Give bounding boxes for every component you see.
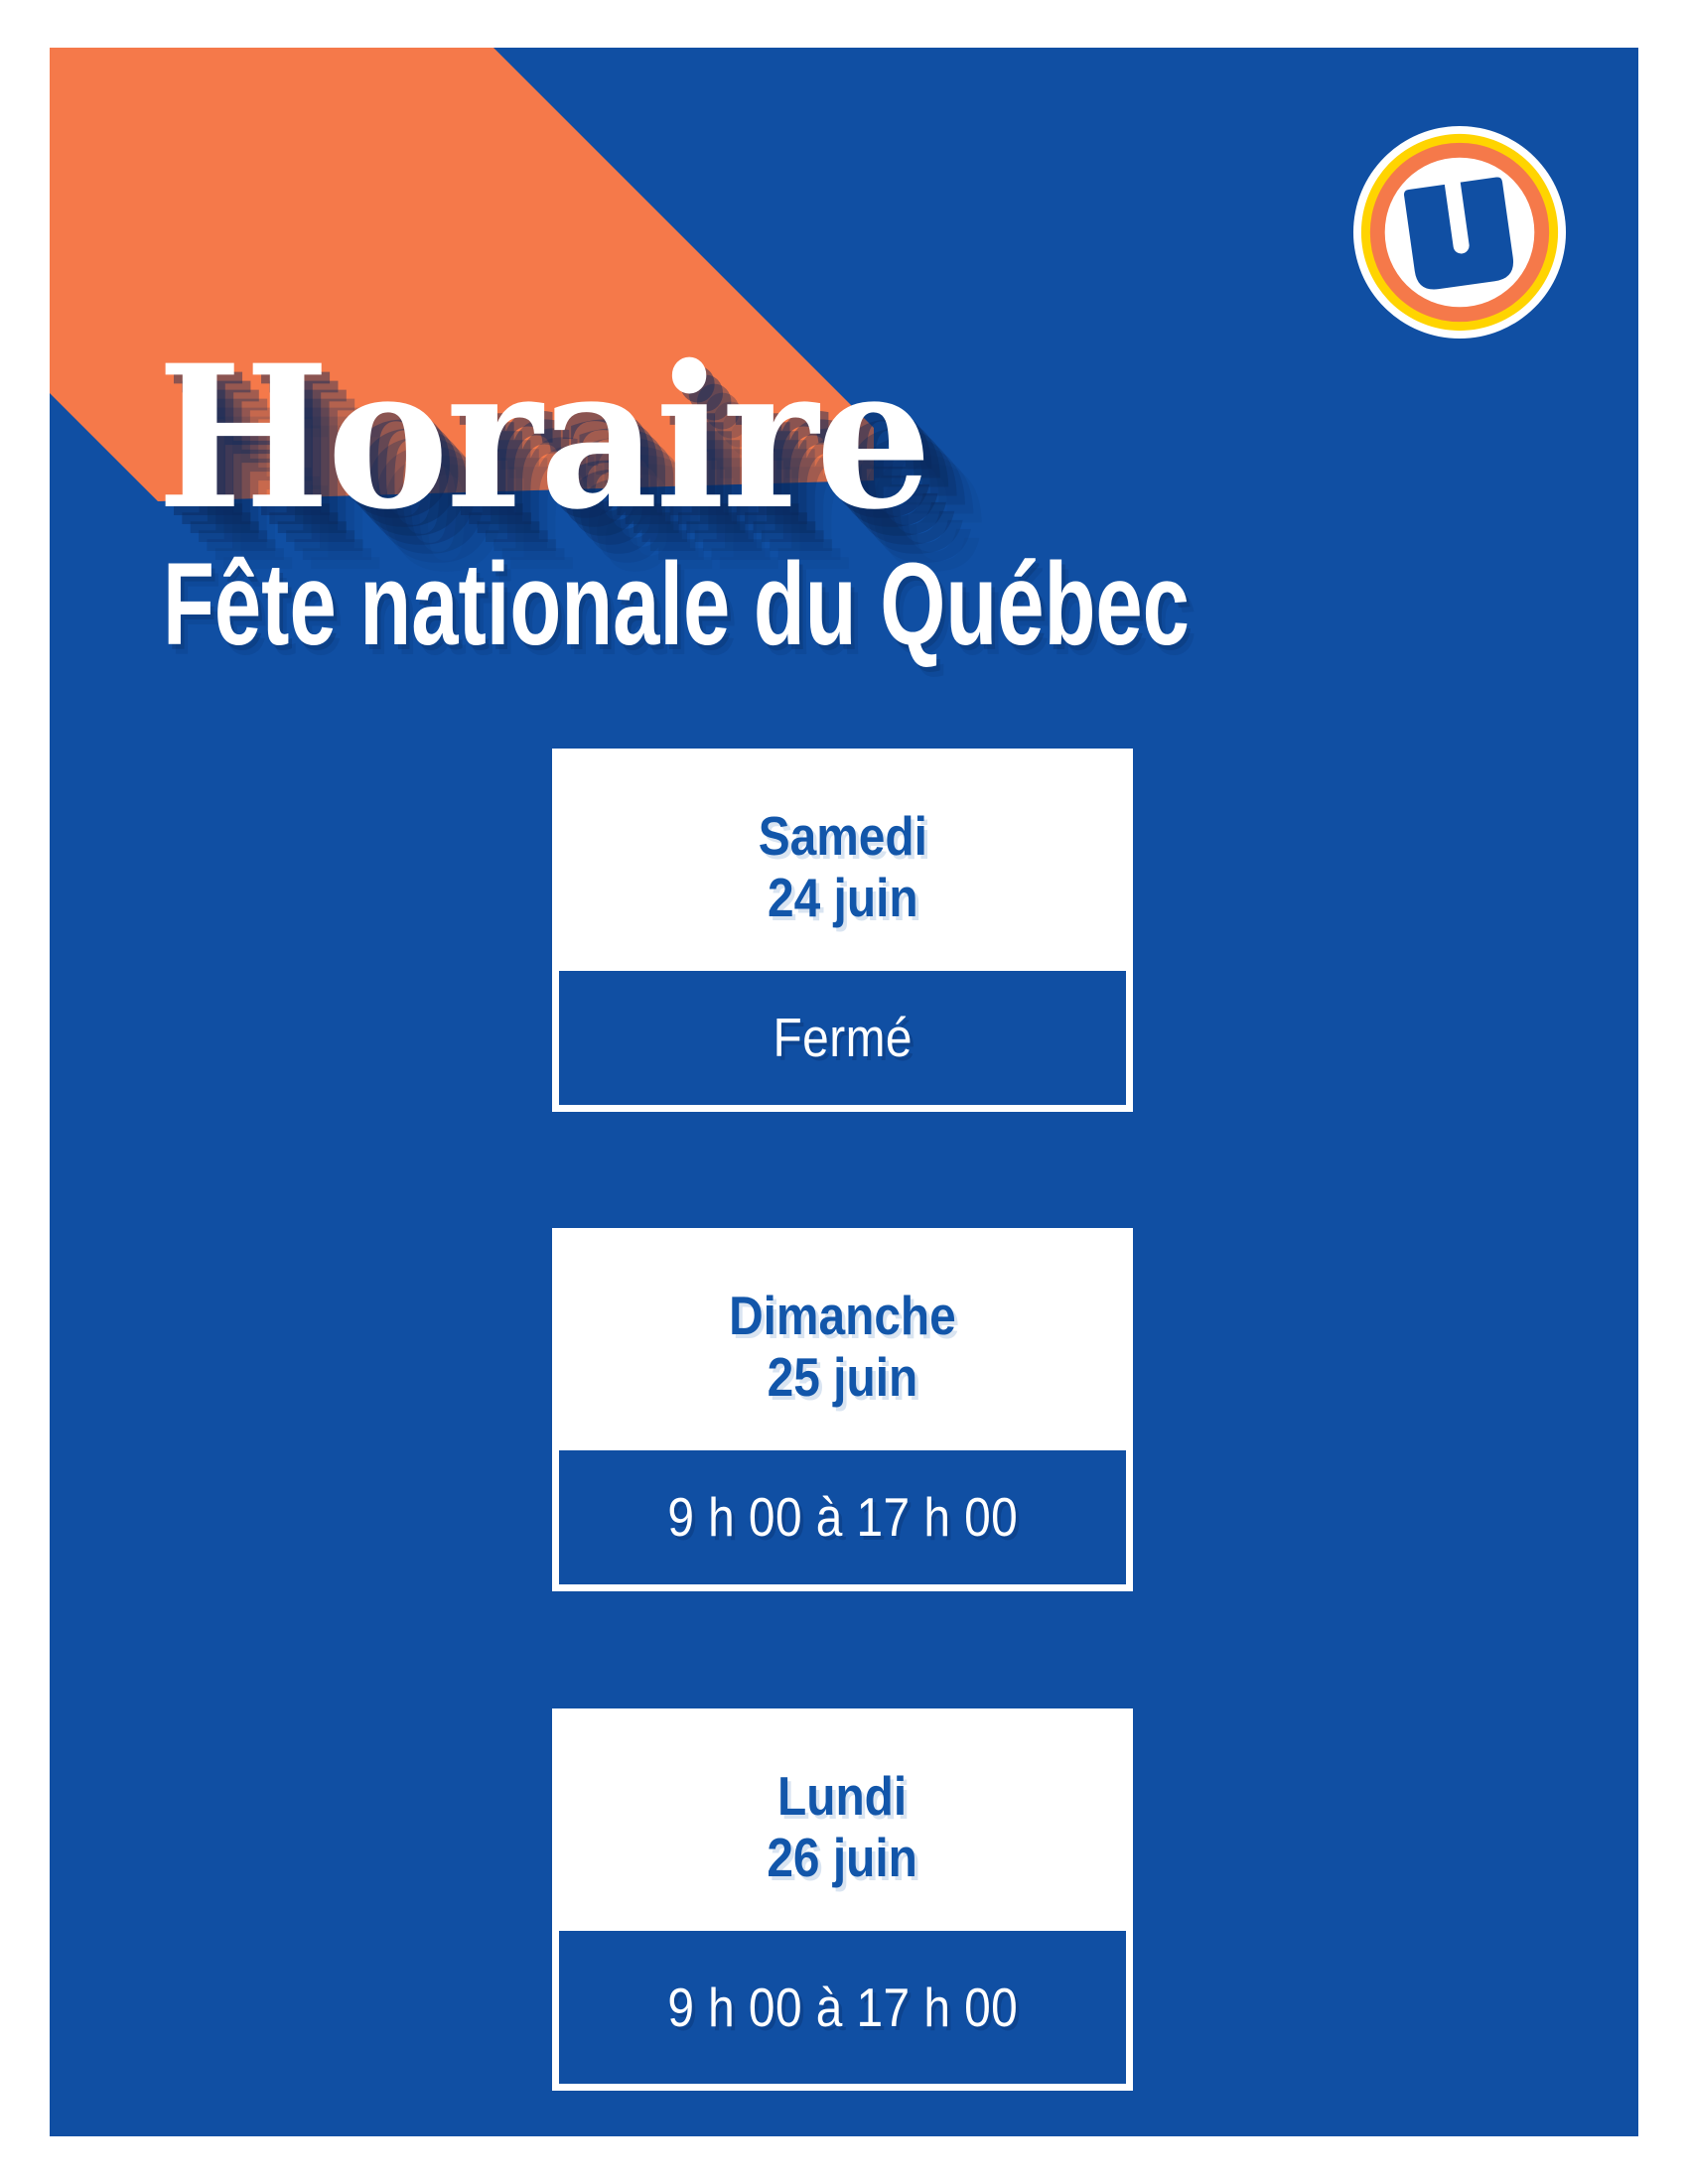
card-hours-bar (559, 1931, 1126, 2084)
day-label: Dimanche (729, 1285, 956, 1346)
schedule-card-dimanche (552, 1228, 1133, 1591)
page-subtitle: Fête nationale du Québec (163, 539, 1190, 670)
hours-label: 9 h 00 à 17 h 00 (667, 1976, 1018, 2038)
date-label: 25 juin (767, 1346, 918, 1408)
date-label: 26 juin (767, 1827, 918, 1888)
uniprix-logo-icon (1351, 124, 1568, 341)
day-date-label (729, 1285, 956, 1408)
day-label: Lundi (777, 1765, 908, 1827)
date-label: 24 juin (767, 867, 918, 928)
schedule-card-lundi (552, 1708, 1133, 2091)
hours-label: 9 h 00 à 17 h 00 (667, 1486, 1018, 1548)
card-day-section (552, 749, 1133, 971)
day-date-label (758, 805, 926, 928)
card-hours-bar (559, 971, 1126, 1105)
hours-label: Fermé (773, 1007, 913, 1068)
card-hours-bar (559, 1450, 1126, 1584)
card-day-section (552, 1228, 1133, 1450)
card-day-section (552, 1708, 1133, 1931)
day-date-label (768, 1765, 918, 1888)
day-label: Samedi (758, 805, 927, 867)
page-title: Horaire (157, 322, 929, 553)
schedule-card-samedi (552, 749, 1133, 1112)
